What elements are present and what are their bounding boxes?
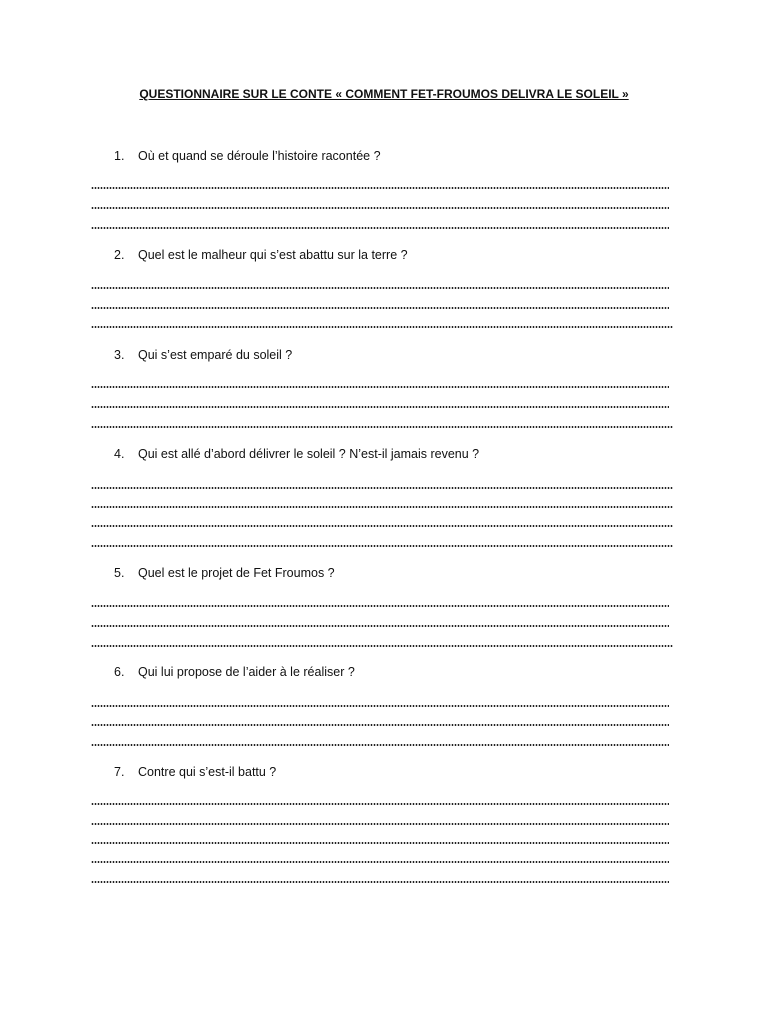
answer-line[interactable]: [91, 386, 669, 388]
answer-line[interactable]: [91, 487, 673, 489]
question-number: 4.: [114, 447, 125, 461]
answer-line[interactable]: [91, 705, 669, 707]
question-5: [114, 566, 335, 580]
question-1: [114, 149, 381, 163]
answer-line[interactable]: [91, 861, 669, 863]
question-4: [114, 447, 479, 461]
answer-line[interactable]: [91, 744, 669, 746]
question-text: Qui est allé d’abord délivrer le soleil ? N’est-il jamais revenu ?: [138, 447, 480, 461]
question-number: 7.: [114, 765, 125, 779]
answer-line[interactable]: [91, 326, 673, 328]
question-number: 6.: [114, 665, 125, 679]
question-2: [114, 248, 408, 262]
answer-line[interactable]: [91, 525, 673, 527]
answer-line[interactable]: [91, 823, 669, 825]
page-title: QUESTIONNAIRE SUR LE CONTE « COMMENT FET-FROUMOS DELIVRA LE SOLEIL »: [139, 87, 629, 101]
question-6: [114, 665, 355, 679]
answer-line[interactable]: [91, 605, 669, 607]
question-number: 2.: [114, 248, 125, 262]
answer-line[interactable]: [91, 307, 669, 309]
question-text: Qui lui propose de l’aider à le réaliser ?: [138, 665, 355, 679]
question-text: Où et quand se déroule l’histoire racontée ?: [138, 149, 381, 163]
answer-line[interactable]: [91, 207, 669, 209]
answer-line[interactable]: [91, 187, 669, 189]
answer-line[interactable]: [91, 506, 673, 508]
answer-line[interactable]: [91, 842, 669, 844]
answer-line[interactable]: [91, 724, 669, 726]
question-number: 5.: [114, 566, 125, 580]
answer-line[interactable]: [91, 803, 669, 805]
answer-line[interactable]: [91, 227, 669, 229]
question-number: 1.: [114, 149, 125, 163]
question-text: Contre qui s’est-il battu ?: [138, 765, 277, 779]
question-number: 3.: [114, 348, 125, 362]
answer-line[interactable]: [91, 426, 673, 428]
answer-line[interactable]: [91, 545, 673, 547]
answer-line[interactable]: [91, 287, 669, 289]
question-7: [114, 765, 276, 779]
question-3: [114, 348, 292, 362]
answer-line[interactable]: [91, 625, 669, 627]
question-text: Quel est le projet de Fet Froumos ?: [138, 566, 335, 580]
question-text: Qui s’est emparé du soleil ?: [138, 348, 293, 362]
answer-line[interactable]: [91, 881, 669, 883]
answer-line[interactable]: [91, 406, 669, 408]
answer-line[interactable]: [91, 645, 673, 647]
question-text: Quel est le malheur qui s’est abattu sur la terre ?: [138, 248, 408, 262]
